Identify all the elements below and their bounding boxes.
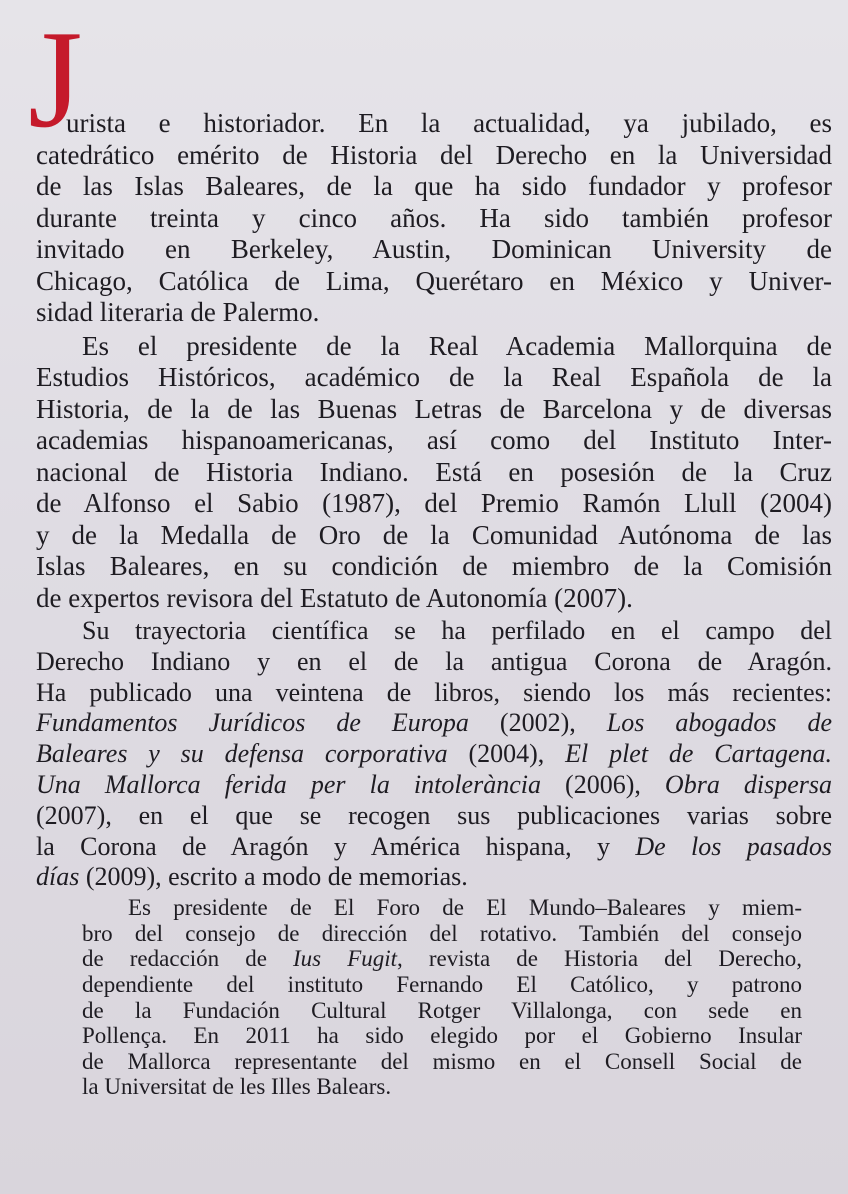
text-line: invitado en Berkeley, Austin, Dominican University de [36, 234, 832, 264]
text-line: de la Fundación Cultural Rotger Villalonga, con sede en [82, 997, 802, 1023]
text-line: bro del consejo de dirección del rotativo. También del consejo [82, 920, 802, 946]
paragraph-2 [36, 331, 832, 615]
text-line: Baleares y su defensa corporativa (2004), El plet de Cartagena. [36, 739, 832, 769]
paragraph-1 [36, 108, 832, 329]
drop-cap: J [28, 2, 83, 157]
text-line: catedrático emérito de Historia del Derecho en la Universidad [36, 139, 832, 170]
text-line: de las Islas Baleares, de la que ha sido fundador y profesor [36, 171, 832, 201]
text-line: Ha publicado una veintena de libros, siendo los más recientes: [36, 677, 832, 707]
text-line: Es presidente de El Foro de El Mundo–Baleares y miem- [128, 895, 802, 921]
text-line: Estudios Históricos, académico de la Real Española de la [36, 362, 832, 392]
paragraph-4 [82, 895, 802, 1100]
text-line: Una Mallorca ferida per la intolerància (2006), Obra dispersa [36, 769, 832, 799]
text-line: dependiente del instituto Fernando El Católico, y patrono [82, 971, 802, 997]
text-line: Pollença. En 2011 ha sido elegido por el Gobierno Insular [82, 1023, 802, 1049]
text-line: durante treinta y cinco años. Ha sido también profesor [36, 202, 832, 233]
text-line: urista e historiador. En la actualidad, ya jubilado, es [66, 108, 832, 138]
text-line: Fundamentos Jurídicos de Europa (2002), Los abogados de [36, 708, 832, 738]
text-line: Su trayectoria científica se ha perfilado en el campo del [82, 616, 832, 645]
text-line: de Alfonso el Sabio (1987), del Premio Ramón Llull (2004) [36, 488, 832, 518]
text-line: la Universitat de les Illes Balears. [82, 1074, 392, 1100]
text-line: sidad literaria de Palermo. [36, 297, 320, 327]
paragraph-3 [36, 616, 832, 893]
text-line: días (2009), escrito a modo de memorias. [36, 862, 468, 892]
text-line: la Corona de Aragón y América hispana, y De los pasados [36, 831, 832, 861]
text-line: Es el presidente de la Real Academia Mallorquina de [82, 330, 832, 361]
text-line: Historia, de la de las Buenas Letras de Barcelona y de diversas [36, 393, 832, 424]
text-line: y de la Medalla de Oro de la Comunidad Autónoma de las [36, 519, 832, 550]
text-line: de expertos revisora del Estatuto de Autonomía (2007). [36, 582, 633, 613]
text-line: nacional de Historia Indiano. Está en posesión de la Cruz [36, 456, 832, 487]
text-line: Derecho Indiano y en el de la antigua Corona de Aragón. [36, 646, 832, 676]
biography-text [36, 108, 832, 1102]
text-line: academias hispanoamericanas, así como del Instituto Inter- [36, 425, 832, 455]
text-line: Islas Baleares, en su condición de miembro de la Comisión [36, 551, 832, 581]
text-line: de redacción de Ius Fugit, revista de Historia del Derecho, [82, 946, 802, 972]
text-line: (2007), en el que se recogen sus publicaciones varias sobre [36, 800, 832, 830]
text-line: Chicago, Católica de Lima, Querétaro en México y Univer- [36, 265, 832, 296]
text-line: de Mallorca representante del mismo en el Consell Social de [82, 1048, 802, 1074]
